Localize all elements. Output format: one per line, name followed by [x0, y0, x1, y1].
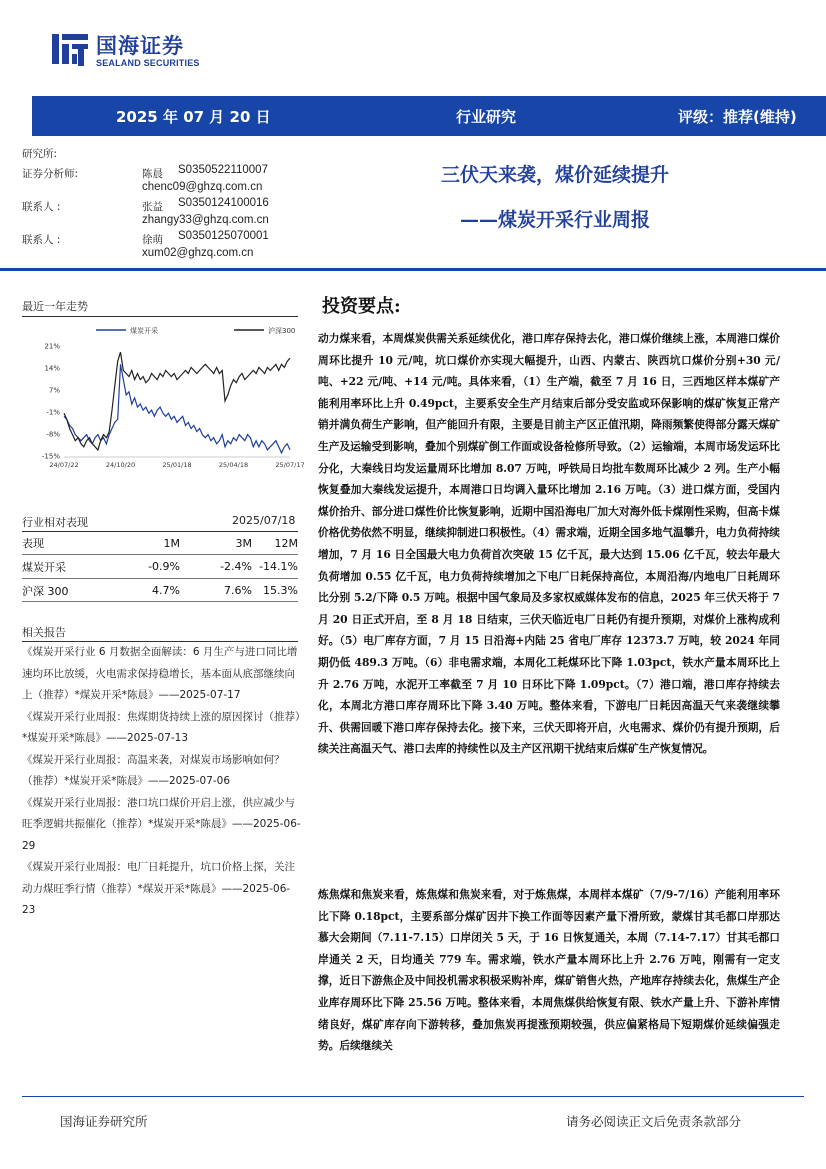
table-header-row	[22, 532, 298, 555]
legend-label: 沪深300	[268, 327, 296, 335]
logo-name-en: SEALAND SECURITIES	[96, 58, 200, 68]
trend-line-chart	[22, 324, 305, 470]
analyst-license: S0350522110007	[178, 164, 268, 176]
related-reports-list	[22, 642, 302, 922]
x-tick-label: 24/10/20	[105, 461, 136, 469]
y-tick-label: 14%	[44, 364, 60, 373]
value-12m: 15.3%	[252, 579, 298, 603]
header-divider	[0, 268, 826, 271]
analyst-name: 陈晨	[142, 168, 163, 180]
table-row	[22, 555, 298, 579]
y-tick-label: -1%	[46, 408, 60, 417]
performance-table	[22, 532, 298, 602]
sealand-logo-icon	[50, 30, 90, 70]
contact-role: 联系人 :	[22, 201, 61, 213]
x-tick-label: 25/07/17	[275, 461, 305, 469]
value-3m: -2.4%	[180, 555, 252, 579]
series-line	[64, 364, 290, 453]
contact-license: S0350124100016	[178, 197, 269, 209]
invest-heading: 投资要点:	[322, 296, 401, 317]
x-tick-label: 25/01/18	[162, 461, 192, 469]
contact-name: 张益	[142, 201, 163, 213]
analyst-email[interactable]: chenc09@ghzq.com.cn	[142, 181, 263, 193]
report-category: 行业研究	[456, 108, 517, 126]
performance-date: 2025/07/18	[232, 514, 296, 527]
trend-heading: 最近一年走势	[22, 300, 88, 313]
column-header: 表现	[22, 537, 44, 550]
performance-heading: 行业相对表现	[22, 516, 88, 529]
header-banner	[32, 96, 826, 136]
value-3m: 7.6%	[180, 579, 252, 603]
analyst-role: 证券分析师:	[22, 168, 79, 180]
y-tick-label: -15%	[41, 452, 60, 461]
section-divider	[22, 316, 298, 317]
report-date: 2025 年 07 月 20 日	[116, 108, 271, 126]
contact-license: S0350125070001	[178, 230, 269, 242]
report-title: 三伏天来袭，煤价延续提升	[440, 164, 669, 186]
x-tick-label: 25/04/18	[218, 461, 249, 469]
report-rating: 评级：推荐(维持)	[678, 108, 797, 126]
research-label: 研究所:	[22, 148, 58, 160]
column-header: 3M	[235, 536, 252, 550]
contact-email[interactable]: xum02@ghzq.com.cn	[142, 247, 254, 259]
footer-institute: 国海证券研究所	[60, 1114, 148, 1129]
table-bottom-rule	[22, 601, 298, 602]
footer-disclaimer: 请务必阅读正文后免责条款部分	[566, 1114, 742, 1129]
y-tick-label: 7%	[48, 386, 60, 395]
column-header: 12M	[274, 536, 298, 550]
value-12m: -14.1%	[252, 555, 298, 579]
related-report-link[interactable]: 《煤炭开采行业 6 月数据全面解读：6 月生产与进口同比增速均环比放缓，火电需求保持稳增长，基本面从底部继续向上（推荐）*煤炭开采*陈晨》——2025-07-17	[22, 646, 298, 701]
x-tick-label: 24/07/22	[49, 461, 79, 469]
invest-paragraph-thermal-coal: 动力煤来看，本周煤炭供需关系延续优化，港口库存保持去化，港口煤价继续上涨，本周港口煤价周环比提升 10 元/吨，坑口煤价亦实现大幅提升，山西、内蒙古、陕西坑口煤价分别+30 元/吨、+22 元/吨、+14 元/吨。具体来看，（1）生产端，截至 7 月 16 日，三西地区样本煤矿产能利用率环比上升 0.49pct，主要系安全生产月结束后部分受安监或环保影响的煤矿恢复正常产销并满负荷生产影响，但产能回升有限，主要是目前主产区正值汛期，降雨频繁使得部分露天煤矿生产及运输受到影响，叠加个别煤矿倒工作面或设备检修所导致。（2）运输端，本周市场发运环比分化，大秦线日均发运量周环比增加 8.07 万吨，呼铁局日均批车数周环比减少 2 列。生产小幅恢复叠加大秦线发运提升，本周港口日均调入量环比增加 2.16 万吨。（3）进口煤方面，受国内煤价抬升、部分进口煤性价比恢复影响，近期中国沿海电厂加大对海外低卡煤刚性采购，但高卡煤价格优势依然不明显，继续抑制进口积极性。（4）需求端，近期全国多地气温攀升，电力负荷持续增加，7 月 16 日全国最大电力负荷首次突破 15 亿千瓦，最大达到 15.06 亿千瓦，较去年最大负荷增加 0.55 亿千瓦，电力负荷持续增加之下电厂日耗保持高位，本周沿海/内地电厂日耗周环比分别 5.2/下降 0.5 万吨。根据中国气象局及多家权威媒体发布的信息，2025 年三伏天将于 7 月 20 日正式开启，至 8 月 18 日结束，三伏天临近电厂日耗仍有提升预期，对煤价上涨构成利好。（5）电厂库存方面，7 月 15 日沿海+内陆 25 省电厂库存 12373.7 万吨，较 2024 年同期仍低 489.3 万吨。（6）非电需求端，本周化工耗煤环比下降 1.03pct，铁水产量本周环比上升 2.76 万吨，水泥开工率截至 7 月 10 日环比下降 1.09pct。（7）港口端，港口库存持续去化，本周北方港口库存周环比下降 3.40 万吨。整体来看，下游电厂日耗因高温天气来袭继续攀升、供需回暖下港口库存保持去化。接下来，三伏天即将开启，火电需求、煤价仍有提升预期，后续关注高温天气、港口去库的持续性以及主产区汛期干扰结束后煤矿生产恢复情况。	[318, 332, 780, 756]
legend-label: 煤炭开采	[130, 327, 158, 335]
related-report-link[interactable]: 《煤炭开采行业周报：高温来袭，对煤炭市场影响如何？（推荐）*煤炭开采*陈晨》——2025-07-06	[22, 753, 285, 787]
column-header: 1M	[163, 536, 180, 550]
company-logo	[50, 28, 230, 72]
row-name: 沪深 300	[22, 579, 118, 603]
y-tick-label: -8%	[46, 430, 60, 439]
related-heading: 相关报告	[22, 626, 66, 639]
report-subtitle: ——煤炭开采行业周报	[459, 209, 650, 231]
contact-name: 徐萌	[142, 234, 163, 246]
row-name: 煤炭开采	[22, 555, 118, 579]
related-report-link[interactable]: 《煤炭开采行业周报：港口坑口煤价开启上涨，供应减少与旺季逻辑共振催化（推荐）*煤炭开采*陈晨》——2025-06-29	[22, 796, 301, 852]
contact-role: 联系人 :	[22, 234, 61, 246]
table-row	[22, 579, 298, 603]
related-report-link[interactable]: 《煤炭开采行业周报：电厂日耗提升，坑口价格上探，关注动力煤旺季行情（推荐）*煤炭开采*陈晨》——2025-06-23	[22, 861, 295, 916]
related-report-link[interactable]: 《煤炭开采行业周报：焦煤期货持续上涨的原因探讨（推荐）*煤炭开采*陈晨》——2025-07-13	[22, 710, 301, 744]
y-tick-label: 21%	[44, 342, 60, 351]
value-1m: -0.9%	[118, 555, 180, 579]
invest-paragraph-coking-coal: 炼焦煤和焦炭来看，炼焦煤和焦炭来看，对于炼焦煤，本周样本煤矿（7/9-7/16）产能利用率环比下降 0.18pct，主要系部分煤矿因井下换工作面等因素产量下滑所致，蒙煤甘其毛都口岸那达慕大会期间（7.11-7.15）口岸闭关 5 天，于 16 日恢复通关，本周（7.14-7.17）甘其毛都口岸通关 2 天，日均通关 779 车。需求端，铁水产量本周环比上升 2.76 万吨，刚需有一定支撑，近日下游焦企及中间投机需求积极采购补库，煤矿销售火热，产地库存持续去化，焦煤生产企业库存周环比下降 25.56 万吨。整体来看，本周焦煤供给恢复有限、铁水产量上升、下游补库情绪良好，煤矿库存向下游转移，叠加焦炭再提涨预期较强，供应偏紧格局下短期煤价延续偏强走势。后续继续关	[318, 888, 780, 1053]
value-1m: 4.7%	[118, 579, 180, 603]
logo-name-cn: 国海证券	[96, 34, 184, 58]
contact-email[interactable]: zhangy33@ghzq.com.cn	[142, 214, 269, 226]
footer-divider	[22, 1096, 804, 1097]
